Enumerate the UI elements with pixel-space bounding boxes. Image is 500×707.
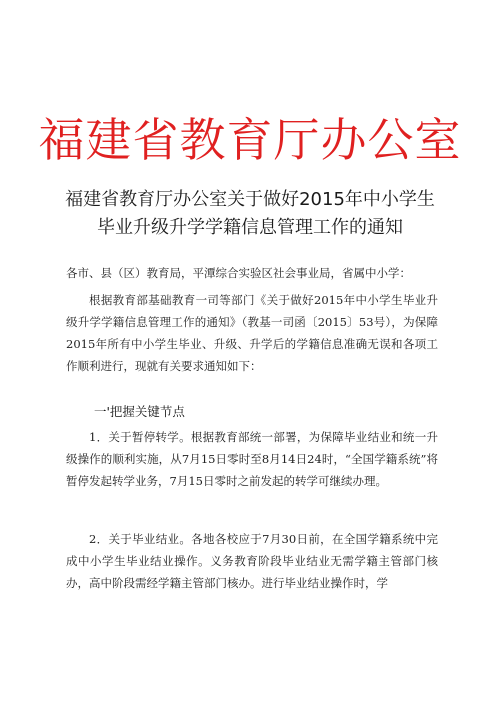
item-2-paragraph: 2．关于毕业结业。各地各校应于7月30日前，在全国学籍系统中完成中小学生毕业结业操作。义务教育阶段毕业结业无需学籍主管部门核办，高中阶段需经学籍主管部门核办。进行毕业结业操作时，学 <box>66 532 438 590</box>
intro-paragraph: 根据教育部基础教育一司等部门《关于做好2015年中小学生毕业升级升学学籍信息管理工作的通知》（教基一司函〔2015〕53号），为保障2015年所有中小学生毕业、升级、升学后的学籍信息准确无误和各项工作顺利进行，现就有关要求通知如下： <box>66 293 438 373</box>
masthead-title: 福建省教育厅办公室 <box>38 113 462 167</box>
item-1-paragraph: 1．关于暂停转学。根据教育部统一部署，为保障毕业结业和统一升级操作的顺利实施，从7月15日零时至8月14日24时，“全国学籍系统”将暂停发起转学业务，7月15日零时之前发起的转学可继续办理。 <box>66 430 438 488</box>
salutation: 各市、县（区）教育局，平潭综合实验区社会事业局，省属中小学： <box>66 266 411 280</box>
notice-title-line-2: 毕业升级升学学籍信息管理工作的通知 <box>97 217 403 238</box>
notice-title-line-1: 福建省教育厅办公室关于做好2015年中小学生 <box>65 189 435 210</box>
section-1-heading: 一'把握关键节点 <box>94 404 185 419</box>
